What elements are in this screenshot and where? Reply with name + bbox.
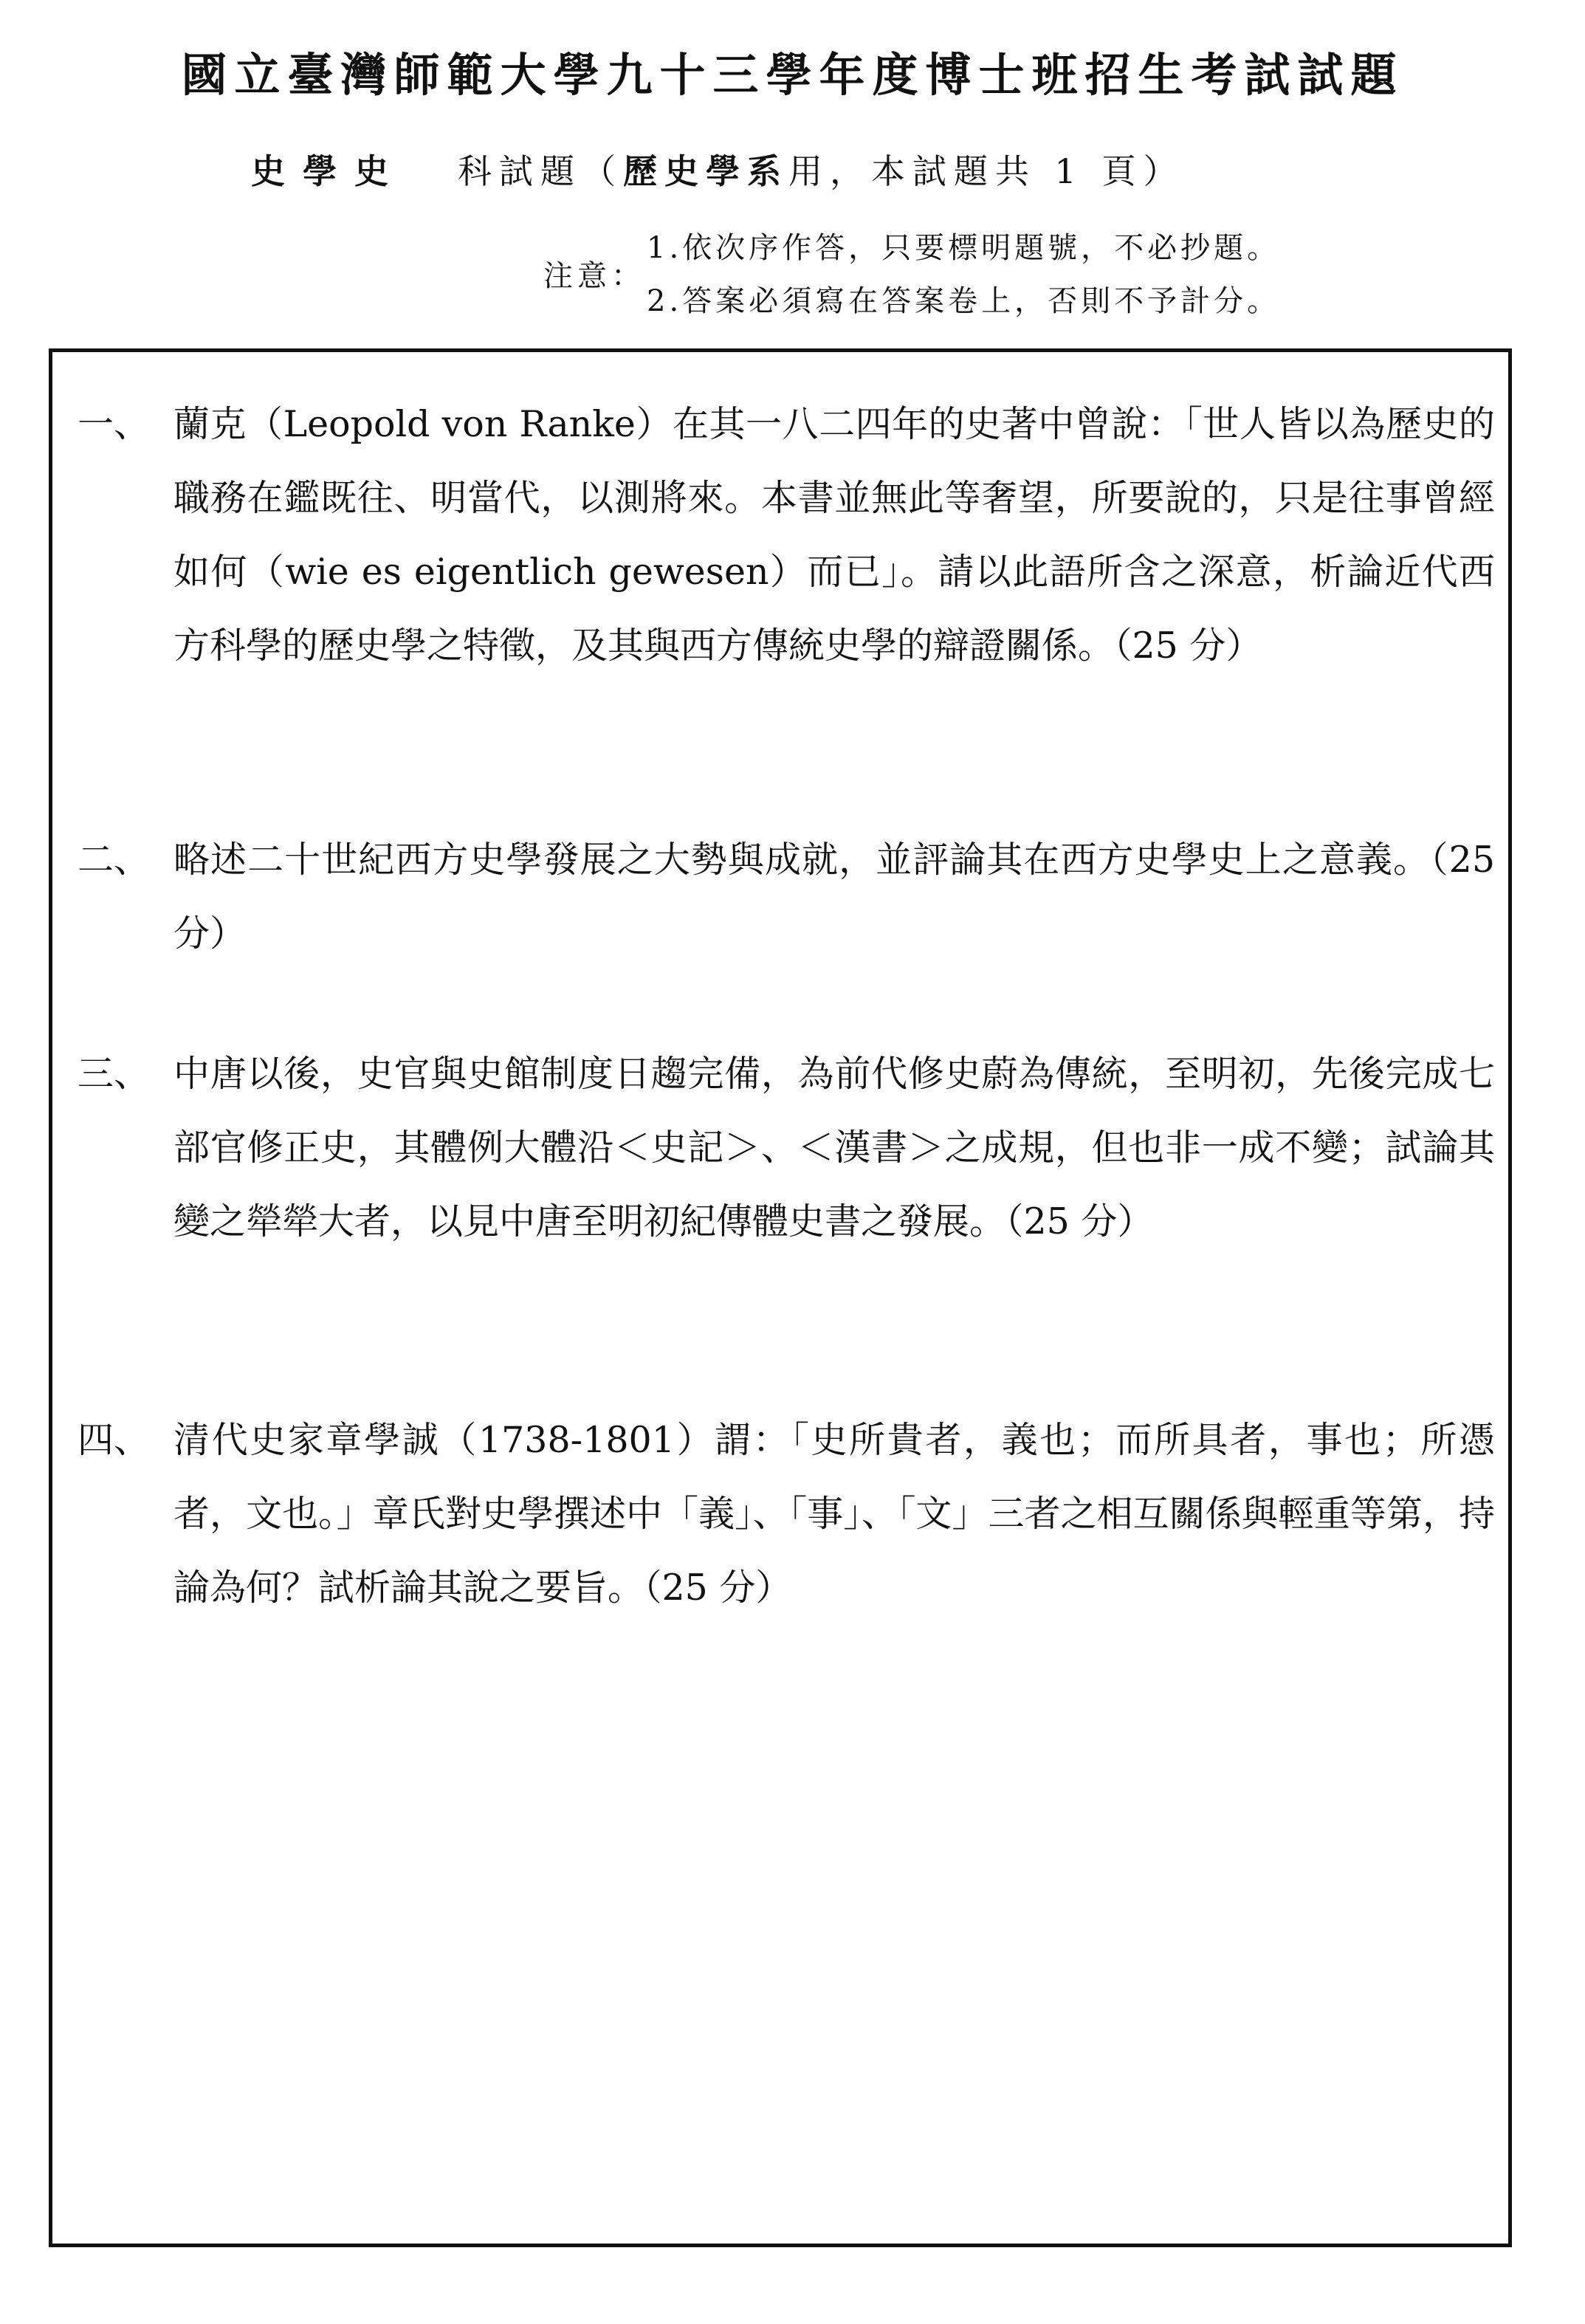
department-name: 歷史學系: [623, 151, 788, 191]
subject-name: 史學史: [251, 151, 406, 191]
question-box: [49, 348, 1512, 2247]
question-text: 清代史家章學誠（1738-1801）謂：「史所貴者，義也；而所具者，事也；所憑者，文也。」章氏對史學撰述中「義」、「事」、「文」三者之相互關係與輕重等第，持論為何？試析論其說之要旨。（25 分）: [173, 1419, 1495, 1609]
subject-line: [251, 145, 1185, 193]
question-number: 一、: [78, 403, 151, 445]
question-text: 中唐以後，史官與史館制度日趨完備，為前代修史蔚為傳統，至明初，先後完成七部官修正史，其體例大體沿＜史記＞、＜漢書＞之成規，但也非一成不變；試論其變之犖犖大者，以見中唐至明初紀傳體史書之發展。（25 分）: [173, 1053, 1495, 1242]
question-text: 蘭克（Leopold von Ranke）在其一八二四年的史著中曾說：「世人皆以為歷史的職務在鑑既往、明當代，以測將來。本書並無此等奢望，所要說的，只是往事曾經如何（wie es eigentlich gewesen）而已」。請以此語所含之深意，析論近代西方科學的歷史學之特徵，及其與西方傳統史學的辯證關係。（25 分）: [173, 403, 1495, 667]
subject-suffix: 科試題（: [458, 151, 623, 191]
question-3: [78, 1037, 1495, 1259]
question-2: [78, 823, 1495, 971]
notes-label: 注意：: [543, 259, 645, 293]
question-4: [78, 1403, 1495, 1625]
note-item: 1.依次序作答，只要標明題號，不必抄題。: [647, 231, 1281, 265]
note-item: 2.答案必須寫在答案卷上，否則不予計分。: [647, 284, 1281, 318]
question-text: 略述二十世紀西方史學發展之大勢與成就，並評論其在西方史學史上之意義。（25 分）: [173, 839, 1495, 955]
page-title: 國立臺灣師範大學九十三學年度博士班招生考試試題: [181, 48, 1404, 102]
question-number: 二、: [78, 839, 151, 881]
notes-list: [647, 221, 1280, 328]
question-1: [78, 388, 1495, 683]
department-suffix: 用，本試題共 1 頁）: [788, 151, 1185, 191]
question-number: 三、: [78, 1053, 151, 1095]
question-number: 四、: [78, 1419, 151, 1461]
